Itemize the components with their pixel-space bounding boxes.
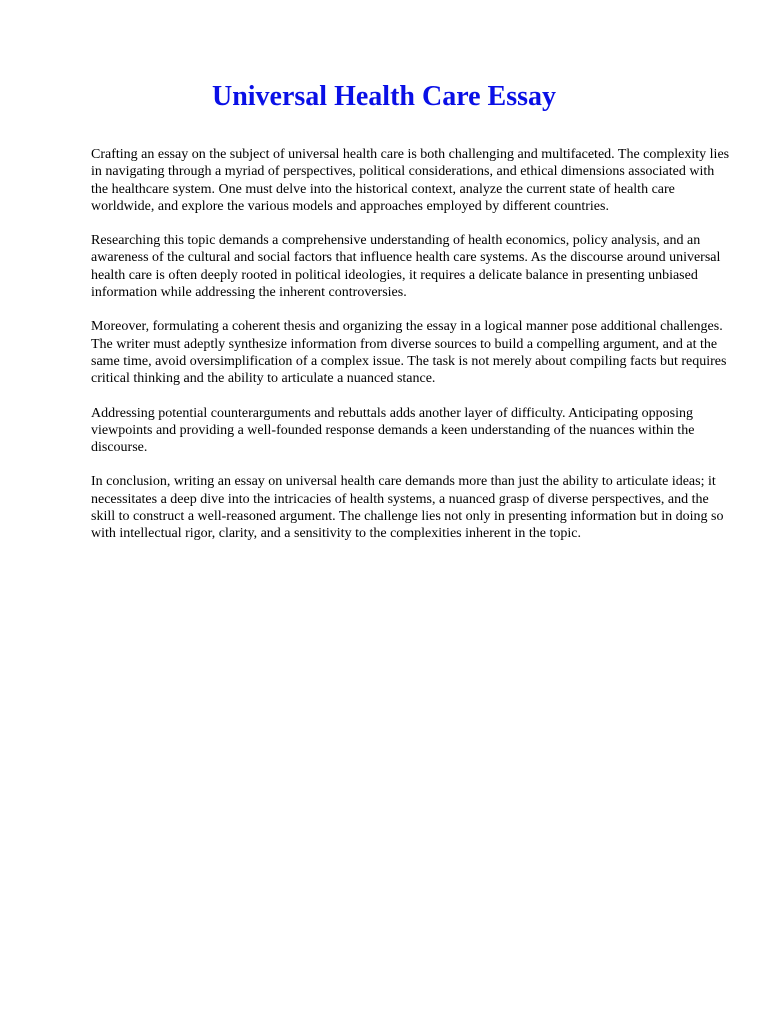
- paragraph-3: Moreover, formulating a coherent thesis and organizing the essay in a logical manner pose additional challenges. The writer must adeptly synthesize information from diverse sources to build a compelling argument, and at the same time, avoid oversimplification of a complex issue. The task is not merely about compiling facts but requires critical thinking and the ability to articulate a nuanced stance.: [91, 319, 727, 387]
- paragraph-4: Addressing potential counterarguments and rebuttals adds another layer of difficulty. Anticipating opposing viewpoints and providing a well-founded response demands a keen understanding of the nuances within the discourse.: [91, 405, 695, 456]
- page-title: Universal Health Care Essay: [211, 81, 557, 112]
- paragraph-1: Crafting an essay on the subject of universal health care is both challenging and multifaceted. The complexity lies in navigating through a myriad of perspectives, political considerations, and ethical dimensions associated with the healthcare system. One must delve into the historical context, analyze the current state of health care worldwide, and explore the various models and approaches employed by different countries.: [91, 147, 730, 214]
- essay-body: [91, 146, 731, 560]
- paragraph-2: Researching this topic demands a comprehensive understanding of health economics, policy analysis, and an awareness of the cultural and social factors that influence health care systems. As the discourse around universal health care is often deeply rooted in political ideologies, it requires a delicate balance in presenting unbiased information while addressing the inherent controversies.: [91, 233, 721, 301]
- paragraph-5: In conclusion, writing an essay on universal health care demands more than just the ability to articulate ideas; it necessitates a deep dive into the intricacies of health systems, a nuanced grasp of diverse perspectives, and the skill to construct a well-reasoned argument. The challenge lies not only in presenting information but in doing so with intellectual rigor, clarity, and a sensitivity to the complexities inherent in the topic.: [91, 474, 724, 542]
